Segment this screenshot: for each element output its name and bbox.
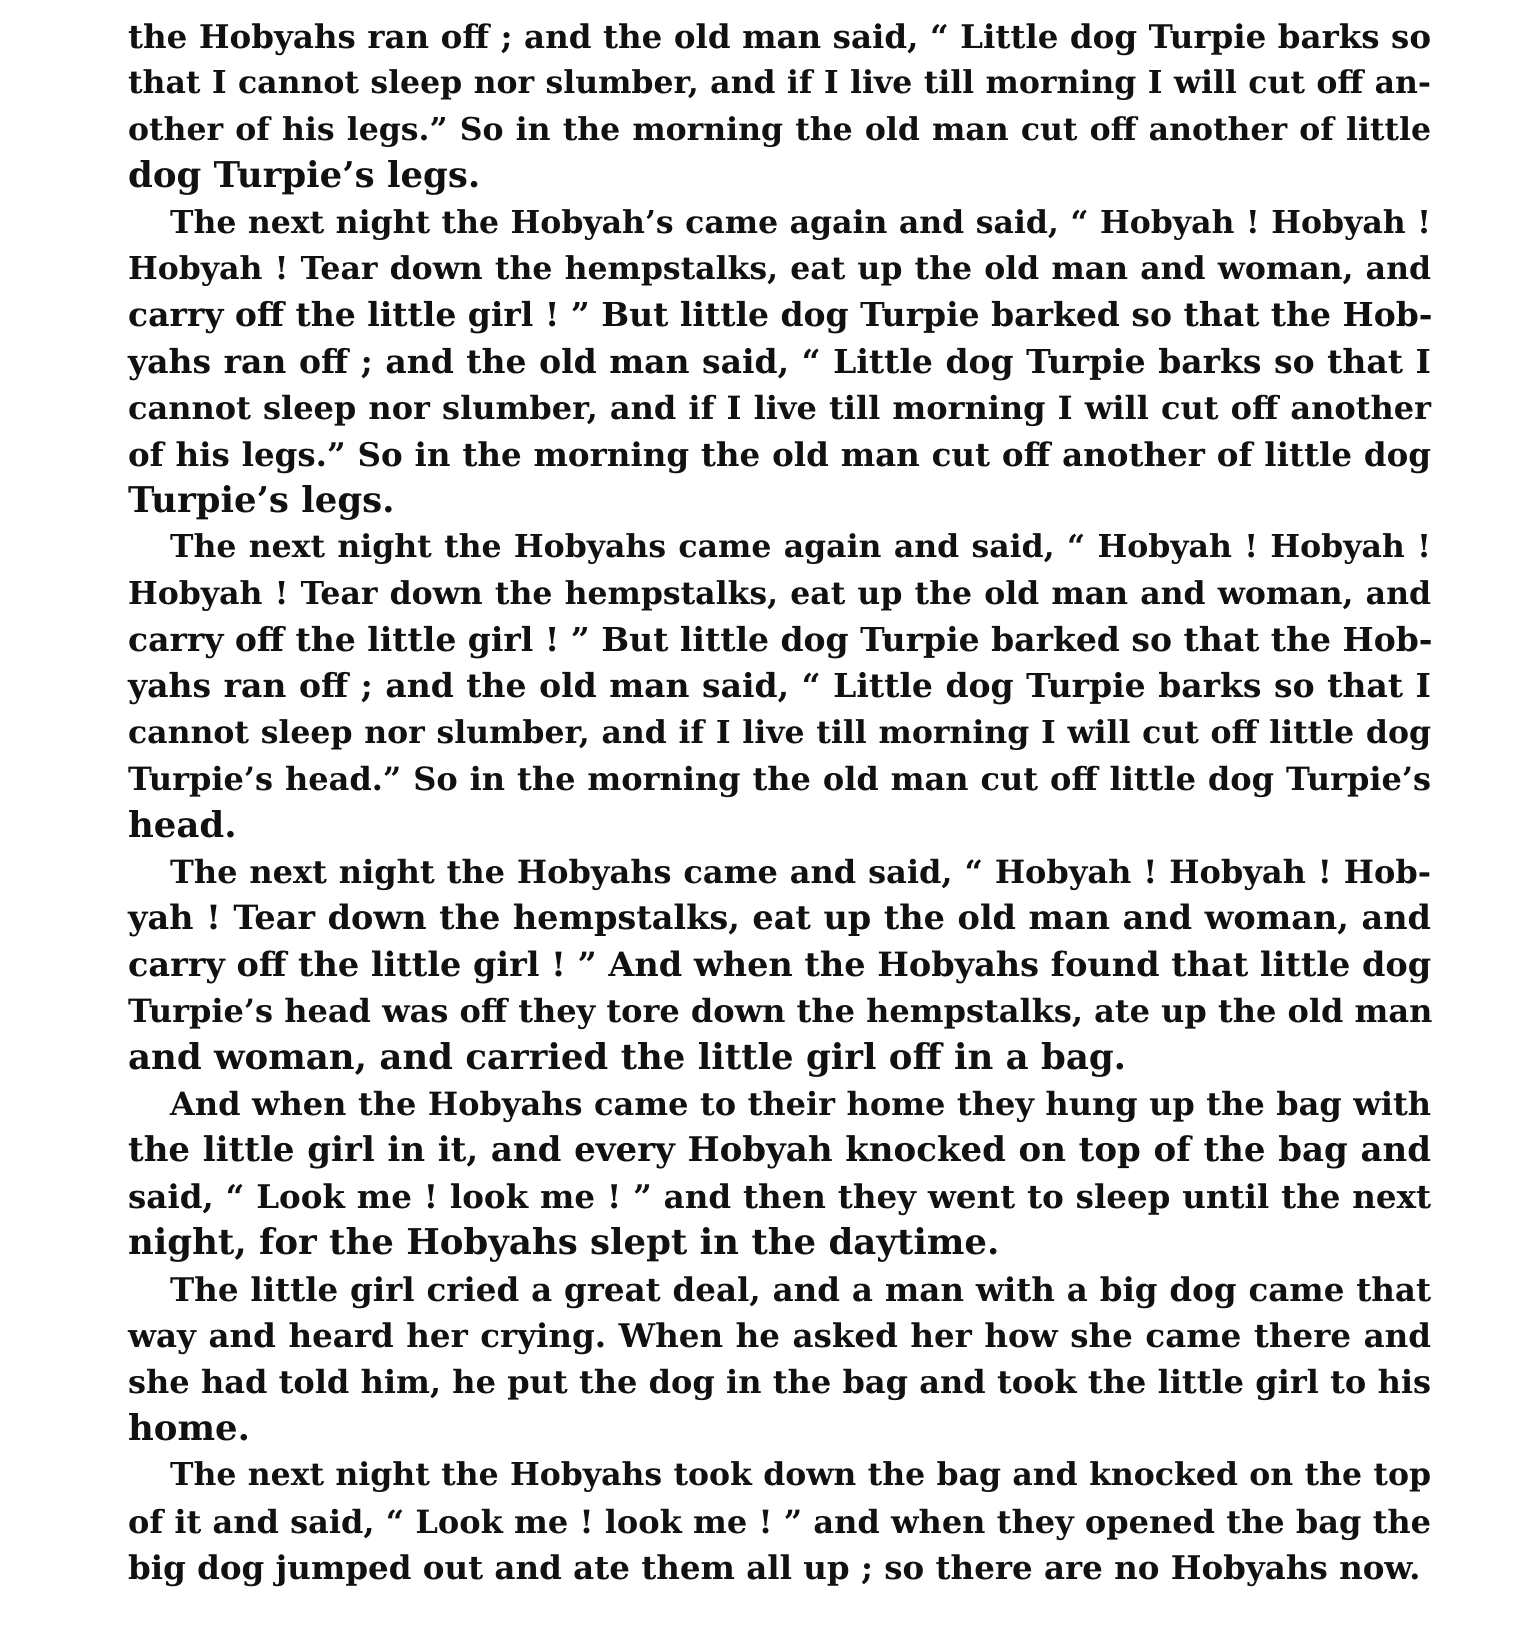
text-line: The next night the Hobyahs came and said, “ Hobyah ! Hobyah ! Hob-: [170, 853, 1431, 892]
text-line: of his legs.” So in the morning the old man cut off another of little dog: [128, 434, 1431, 474]
text-line: and woman, and carried the little girl off in a bag.: [128, 1036, 1127, 1078]
text-line: of it and said, “ Look me ! look me ! ” and when they opened the bag the: [128, 1502, 1431, 1541]
paragraph: [128, 1081, 1431, 1267]
text-line: The next night the Hobyahs came again and said, “ Hobyah ! Hobyah !: [170, 528, 1431, 566]
text-line: And when the Hobyahs came to their home they hung up the bag with: [170, 1084, 1431, 1123]
text-line: carry off the little girl ! ” And when the Hobyahs found that little dog: [128, 944, 1432, 984]
text-line: the Hobyahs ran off ; and the old man said, “ Little dog Turpie barks so: [128, 17, 1431, 56]
text-line: Turpie’s head.” So in the morning the old man cut off little dog Turpie’s: [128, 760, 1431, 799]
text-line: head.: [128, 804, 237, 846]
text-line: yahs ran off ; and the old man said, “ Little dog Turpie barks so that I: [128, 341, 1431, 381]
text-line: cannot sleep nor slumber, and if I live till morning I will cut off little dog: [128, 713, 1431, 751]
text-line: Turpie’s legs.: [128, 479, 395, 521]
text-line: that I cannot sleep nor slumber, and if I live till morning I will cut off an-: [128, 64, 1431, 102]
text-line: she had told him, he put the dog in the bag and took the little girl to his: [128, 1363, 1431, 1402]
text-line: carry off the little girl ! ” But little dog Turpie barked so that the Hob-: [128, 295, 1433, 335]
text-line: The next night the Hobyah’s came again and said, “ Hobyah ! Hobyah !: [170, 203, 1431, 241]
text-line: cannot sleep nor slumber, and if I live till morning I will cut off another: [128, 389, 1431, 428]
text-line: the little girl in it, and every Hobyah knocked on top of the bag and: [128, 1130, 1431, 1171]
text-line: other of his legs.” So in the morning the old man cut off another of little: [128, 110, 1431, 148]
paragraph: [128, 1452, 1431, 1591]
text-line: Hobyah ! Tear down the hempstalks, eat up the old man and woman, and: [128, 574, 1431, 612]
paragraph: [128, 200, 1431, 525]
text-line: said, “ Look me ! look me ! ” and then they went to sleep until the next: [128, 1176, 1431, 1216]
text-line: Hobyah ! Tear down the hempstalks, eat up the old man and woman, and: [128, 249, 1431, 287]
paragraph: [128, 849, 1431, 1081]
text-line: carry off the little girl ! ” But little dog Turpie barked so that the Hob-: [128, 620, 1433, 660]
page-body: [128, 14, 1431, 1591]
text-line: way and heard her crying. When he asked her how she came there and: [128, 1315, 1431, 1355]
text-line: The next night the Hobyahs took down the bag and knocked on the top: [170, 1456, 1431, 1494]
paragraph: [128, 14, 1431, 200]
text-line: The little girl cried a great deal, and a man with a big dog came that: [170, 1269, 1431, 1309]
text-line: big dog jumped out and ate them all up ; so there are no Hobyahs now.: [128, 1547, 1421, 1587]
paragraph: [128, 524, 1431, 849]
text-line: night, for the Hobyahs slept in the daytime.: [128, 1222, 1000, 1264]
text-line: yahs ran off ; and the old man said, “ Little dog Turpie barks so that I: [128, 666, 1431, 706]
paragraph: [128, 1267, 1431, 1453]
text-line: home.: [128, 1407, 250, 1449]
text-line: Turpie’s head was off they tore down the hempstalks, ate up the old man: [128, 992, 1433, 1031]
text-line: dog Turpie’s legs.: [128, 155, 481, 197]
text-line: yah ! Tear down the hempstalks, eat up the old man and woman, and: [128, 898, 1431, 938]
